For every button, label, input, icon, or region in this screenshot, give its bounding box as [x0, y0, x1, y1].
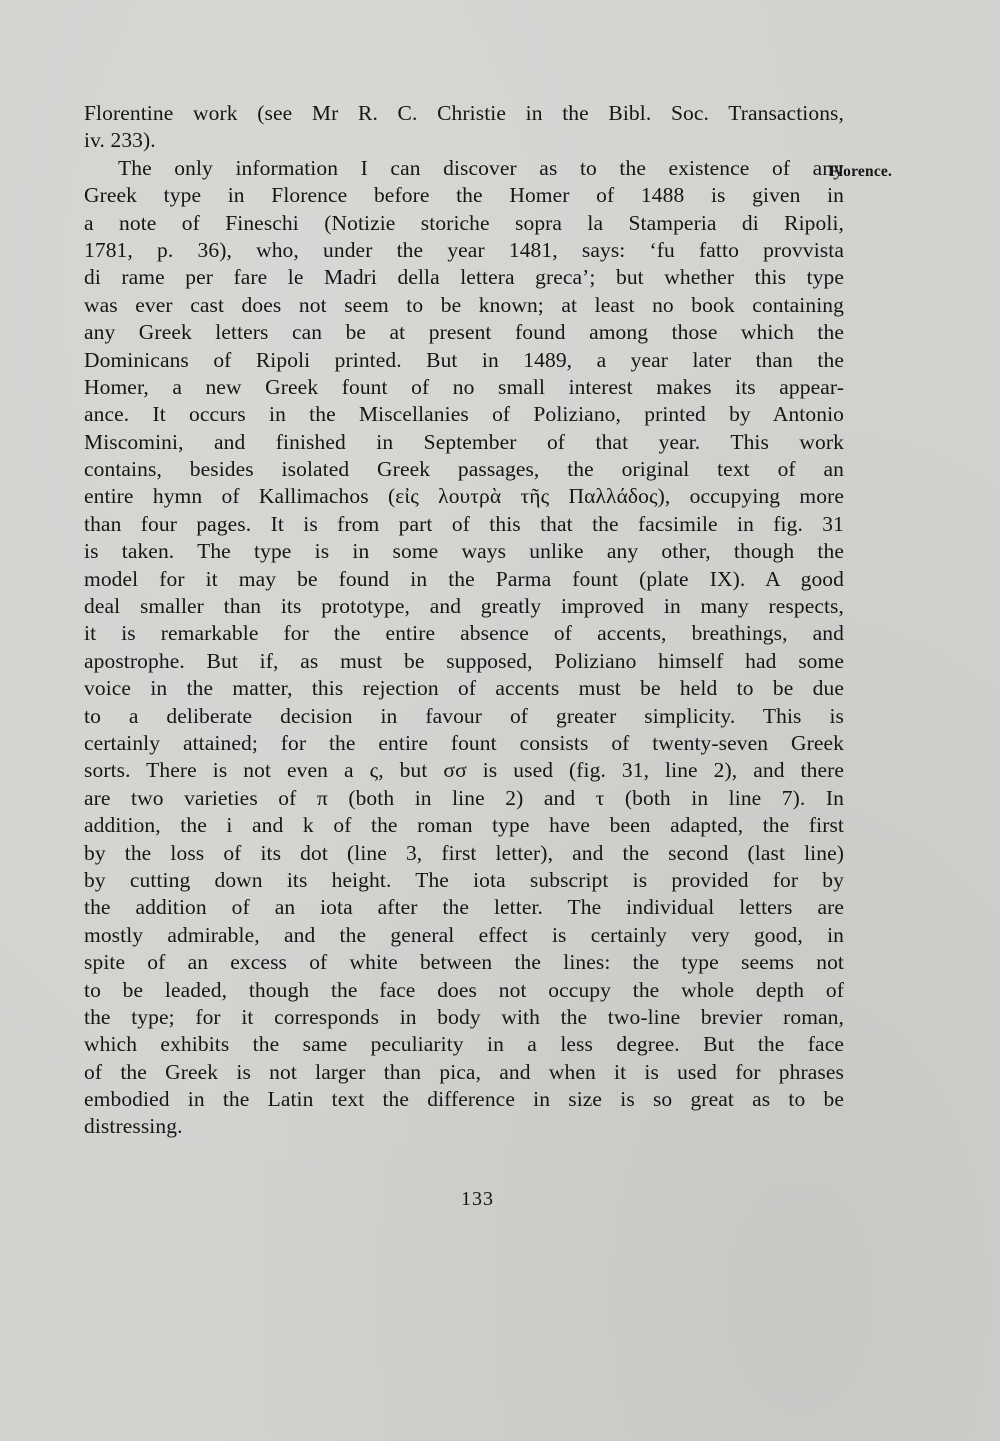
- text-line: of the Greek is not larger than pica, and when it is used for phrases: [84, 1059, 844, 1084]
- text-line: deal smaller than its prototype, and greatly improved in many respects,: [84, 594, 844, 619]
- text-line: is taken. The type is in some ways unlike any other, though the: [84, 539, 844, 564]
- text-line: entire hymn of Kallimachos (εἰς λουτρὰ τῆς Παλλάδος), occupying more: [84, 484, 844, 509]
- text-line: apostrophe. But if, as must be supposed, Poliziano himself had some: [84, 648, 844, 673]
- text-line: was ever cast does not seem to be known; at least no book containing: [84, 292, 844, 317]
- text-line: are two varieties of π (both in line 2) and τ (both in line 7). In: [84, 785, 844, 810]
- text-line: 1781, p. 36), who, under the year 1481, says: ‘fu fatto provvista: [84, 237, 844, 262]
- text-line: it is remarkable for the entire absence of accents, breathings, and: [84, 621, 844, 646]
- margin-note: Florence.: [829, 163, 893, 180]
- text-line: spite of an excess of white between the lines: the type seems not: [84, 950, 844, 975]
- text-line: Florentine work (see Mr R. C. Christie in the Bibl. Soc. Transactions,: [84, 101, 844, 125]
- text-line: voice in the matter, this rejection of accents must be held to be due: [84, 676, 844, 701]
- text-line: model for it may be found in the Parma fount (plate IX). A good: [84, 566, 844, 591]
- text-line: to a deliberate decision in favour of greater simplicity. This is: [84, 703, 844, 728]
- text-line: a note of Fineschi (Notizie storiche sopra la Stamperia di Ripoli,: [84, 210, 844, 235]
- text-line: The only information I can discover as to the existence of any: [118, 155, 844, 180]
- text-line: embodied in the Latin text the difference in size is so great as to be: [84, 1087, 844, 1112]
- text-line: the type; for it corresponds in body with the two-line brevier roman,: [84, 1004, 844, 1029]
- text-line: Miscomini, and finished in September of that year. This work: [84, 429, 844, 454]
- text-line: addition, the i and k of the roman type have been adapted, the first: [84, 813, 844, 838]
- text-line: by cutting down its height. The iota subscript is provided for by: [84, 867, 844, 892]
- text-line: to be leaded, though the face does not occupy the whole depth of: [84, 977, 844, 1002]
- text-line: sorts. There is not even a ς, but σσ is used (fig. 31, line 2), and there: [84, 758, 844, 783]
- text-line: iv. 233).: [84, 128, 156, 153]
- text-line: distressing.: [84, 1114, 183, 1139]
- text-line: than four pages. It is from part of this that the facsimile in fig. 31: [84, 511, 844, 536]
- text-line: mostly admirable, and the general effect is certainly very good, in: [84, 922, 844, 947]
- text-line: the addition of an iota after the letter. The individual letters are: [84, 895, 844, 920]
- text-line: any Greek letters can be at present found among those which the: [84, 320, 844, 345]
- text-line: Homer, a new Greek fount of no small interest makes its appear-: [84, 374, 844, 399]
- text-line: contains, besides isolated Greek passages, the original text of an: [84, 457, 844, 482]
- text-line: by the loss of its dot (line 3, first letter), and the second (last line): [84, 840, 844, 865]
- body-text: [84, 100, 844, 1141]
- text-line: certainly attained; for the entire fount consists of twenty-seven Greek: [84, 730, 844, 755]
- text-line: which exhibits the same peculiarity in a less degree. But the face: [84, 1032, 844, 1057]
- text-line: Greek type in Florence before the Homer of 1488 is given in: [84, 183, 844, 208]
- text-line: Dominicans of Ripoli printed. But in 1489, a year later than the: [84, 347, 844, 372]
- text-line: di rame per fare le Madri della lettera greca’; but whether this type: [84, 265, 844, 290]
- text-line: ance. It occurs in the Miscellanies of Poliziano, printed by Antonio: [84, 402, 844, 427]
- page-number: 133: [461, 1188, 494, 1210]
